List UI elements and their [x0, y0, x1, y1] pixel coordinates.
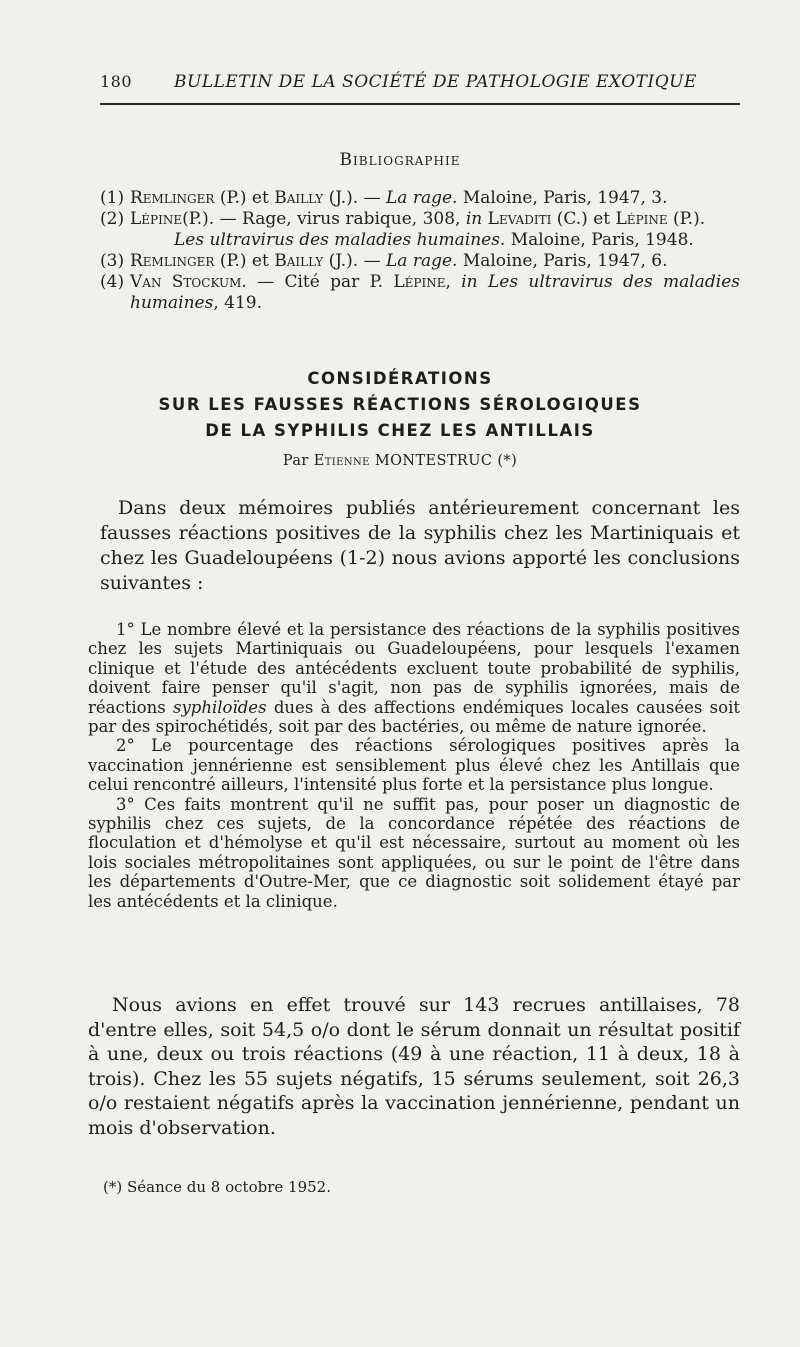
- conclusion-text: 1° Le nombre élevé et la persistance des réactions de la syphilis positives chez les sujets Martiniquais ou Guadeloupéens, pour lesquels l'examen clinique et l'étude des antécédents excluent toute probabilité de syphilis, doivent faire penser qu'il s'agit, non pas de syphilis ignorées, mais de réactions: [88, 620, 740, 717]
- footnote: (*) Séance du 8 octobre 1952.: [103, 1178, 331, 1196]
- entry-title: Les ultravirus des maladies humaines.: [174, 230, 506, 250]
- author-last-name: MONTESTRUC (*): [369, 453, 518, 469]
- entry-text: (C.) et: [551, 209, 616, 229]
- entry-number: (1): [100, 188, 125, 208]
- article-title: [0, 366, 800, 444]
- bibliography-entry: [100, 209, 740, 251]
- entry-text: (P.) et: [214, 188, 275, 208]
- intro-paragraph: Dans deux mémoires publiés antérieurement concernant les fausses réactions positives de la syphilis chez les Martiniquais et chez les Guadeloupéens (1-2) nous avions apporté les conclusions suivantes :: [100, 497, 740, 594]
- bibliography-entry: [100, 188, 740, 209]
- entry-title: in Les ultravirus des maladies humaines: [130, 272, 740, 313]
- entry-text: Maloine, Paris, 1948.: [505, 230, 694, 250]
- conclusion-italic: syphiloïdes: [173, 697, 267, 717]
- entry-author: Levaditi: [482, 209, 552, 229]
- entry-text: . — Cité par P.: [241, 272, 394, 292]
- title-line: DE LA SYPHILIS CHEZ LES ANTILLAIS: [205, 421, 595, 440]
- author-prefix: Par: [282, 453, 314, 469]
- entry-text: (P.). — Rage, virus rabique, 308,: [182, 209, 466, 229]
- title-line: SUR LES FAUSSES RÉACTIONS SÉROLOGIQUES: [158, 395, 642, 414]
- entry-author: Lépine: [130, 209, 183, 229]
- entry-text: (J.). —: [323, 251, 386, 271]
- entry-text: in: [465, 209, 483, 229]
- entry-number: (4): [100, 272, 125, 292]
- entry-author: Lépine: [393, 272, 446, 292]
- conclusion-1: [88, 620, 740, 736]
- bibliography-entry: [100, 272, 740, 314]
- entry-text: (J.). —: [323, 188, 386, 208]
- title-line: CONSIDÉRATIONS: [307, 369, 493, 388]
- header-rule: [100, 103, 740, 105]
- entry-author: Lépine: [615, 209, 668, 229]
- entry-text: (P.).: [667, 209, 706, 229]
- conclusion-text: dues à des affections endémiques locales causées soit par des spirochétidés, soit par des bactéries, ou même de nature ignorée.: [88, 697, 740, 737]
- conclusion-2: 2° Le pourcentage des réactions sérologiques positives après la vaccination jennérienne est sensiblement plus élevé chez les Antillais que celui rencontré ailleurs, l'intensité plus forte et la persistance plus longue.: [88, 736, 740, 795]
- entry-number: (3): [100, 251, 125, 271]
- entry-text: (P.) et: [214, 251, 275, 271]
- journal-title: BULLETIN DE LA SOCIÉTÉ DE PATHOLOGIE EXOTIQUE: [174, 72, 697, 92]
- conclusion-3: 3° Ces faits montrent qu'il ne suffit pas, pour poser un diagnostic de syphilis chez ces sujets, de la concordance répétée des réactions de floculation et d'hémolyse et qu'il est nécessaire, surtout au moment où les lois sociales métropolitaines sont appliquées, ou sur le point de l'être dans les départements d'Outre-Mer, que ce diagnostic soit solidement étayé par les antécédents et la clinique.: [88, 794, 740, 911]
- entry-text: Maloine, Paris, 1947, 6.: [457, 251, 668, 271]
- page-number: 180: [100, 72, 133, 91]
- entry-text: ,: [445, 272, 462, 292]
- entry-text: Maloine, Paris, 1947, 3.: [457, 188, 668, 208]
- entry-title: La rage.: [385, 188, 458, 208]
- entry-number: (2): [100, 209, 125, 229]
- results-paragraph: Nous avions en effet trouvé sur 143 recrues antillaises, 78 d'entre elles, soit 54,5 o/o dont le sérum donnait un résultat positif à une, deux ou trois réactions (49 à une réaction, 11 à deux, 18 à trois). Chez les 55 sujets négatifs, 15 sérums seulement, soit 26,3 o/o restaient négatifs après la vaccination jennérienne, pendant un mois d'observation.: [88, 994, 740, 1139]
- article-author: [0, 453, 800, 469]
- bibliography-list: [100, 188, 740, 314]
- bibliography-heading: Bibliographie: [339, 150, 461, 170]
- entry-author: Van Stockum: [130, 272, 242, 292]
- entry-author: Remlinger: [130, 251, 215, 271]
- entry-author: Bailly: [274, 188, 324, 208]
- entry-title: La rage.: [385, 251, 458, 271]
- entry-text: , 419.: [213, 293, 262, 313]
- author-first-name: Etienne: [313, 453, 370, 469]
- entry-author: Bailly: [274, 251, 324, 271]
- conclusions-list: [88, 620, 740, 911]
- bibliography-entry: [100, 251, 740, 272]
- entry-author: Remlinger: [130, 188, 215, 208]
